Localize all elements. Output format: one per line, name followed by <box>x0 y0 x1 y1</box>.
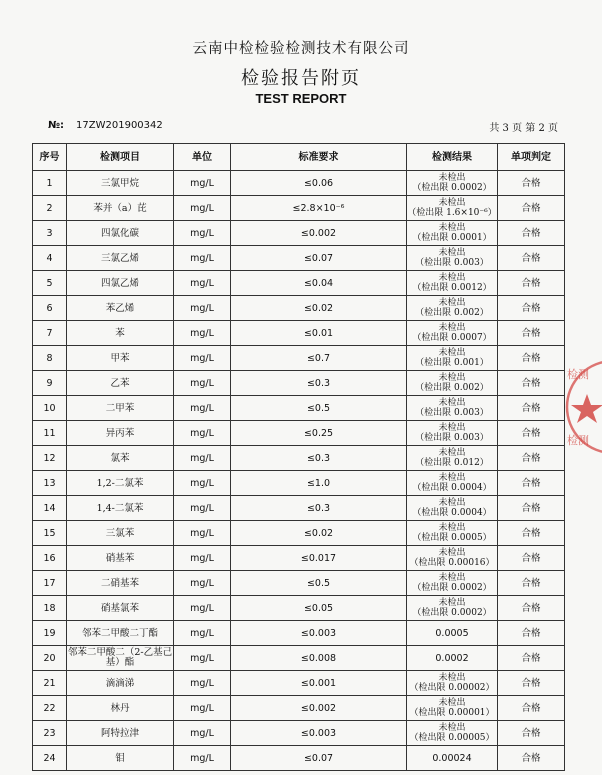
result-value: 未检出 <box>438 348 466 358</box>
cell-verdict: 合格 <box>498 521 565 546</box>
cell-standard: ≤0.06 <box>231 171 407 196</box>
cell-result <box>407 571 498 596</box>
table-row <box>33 496 565 521</box>
results-table <box>32 143 565 771</box>
table-row <box>33 446 565 471</box>
cell-standard: ≤0.7 <box>231 346 407 371</box>
table-row <box>33 296 565 321</box>
cell-result <box>407 296 498 321</box>
cell-item: 硝基苯 <box>67 546 174 571</box>
result-value: 未检出 <box>438 373 466 383</box>
cell-no: 16 <box>33 546 67 571</box>
cell-unit: mg/L <box>174 521 231 546</box>
company-name: 云南中检检验检测技术有限公司 <box>192 41 410 57</box>
report-number <box>48 120 163 131</box>
cell-unit: mg/L <box>174 271 231 296</box>
cell-result <box>407 396 498 421</box>
table-row <box>33 396 565 421</box>
result-value: 未检出 <box>438 398 466 408</box>
detection-limit: （检出限 0.003） <box>415 258 489 268</box>
cell-unit: mg/L <box>174 621 231 646</box>
cell-item: 阿特拉津 <box>67 721 174 746</box>
cell-unit: mg/L <box>174 396 231 421</box>
cell-result <box>407 271 498 296</box>
cell-no: 9 <box>33 371 67 396</box>
table-row <box>33 221 565 246</box>
cell-unit: mg/L <box>174 696 231 721</box>
cell-verdict: 合格 <box>498 446 565 471</box>
cell-item: 三氯乙烯 <box>67 246 174 271</box>
cell-standard: ≤0.07 <box>231 246 407 271</box>
cell-unit: mg/L <box>174 246 231 271</box>
table-row <box>33 696 565 721</box>
svg-text:检测: 检测 <box>567 368 589 381</box>
cell-standard: ≤0.3 <box>231 446 407 471</box>
col-header-result: 检测结果 <box>407 144 498 171</box>
cell-verdict: 合格 <box>498 721 565 746</box>
cell-standard: ≤0.002 <box>231 696 407 721</box>
cell-result <box>407 346 498 371</box>
cell-result <box>407 721 498 746</box>
result-value: 未检出 <box>438 173 466 183</box>
detection-limit: （检出限 0.012） <box>415 458 489 468</box>
cell-item: 钼 <box>67 746 174 771</box>
detection-limit: （检出限 0.0002） <box>412 183 492 193</box>
cell-standard: ≤0.02 <box>231 296 407 321</box>
cell-result <box>407 671 498 696</box>
table-row <box>33 196 565 221</box>
result-value: 未检出 <box>438 423 466 433</box>
cell-unit: mg/L <box>174 296 231 321</box>
cell-no: 18 <box>33 596 67 621</box>
cell-verdict: 合格 <box>498 246 565 271</box>
cell-unit: mg/L <box>174 471 231 496</box>
cell-item: 氯苯 <box>67 446 174 471</box>
col-header-standard: 标准要求 <box>231 144 407 171</box>
cell-verdict: 合格 <box>498 396 565 421</box>
detection-limit: （检出限 0.0004） <box>412 483 492 493</box>
report-number-value: 17ZW201900342 <box>76 120 163 131</box>
detection-limit: （检出限 0.0007） <box>412 333 492 343</box>
detection-limit: （检出限 0.002） <box>415 383 489 393</box>
cell-unit: mg/L <box>174 496 231 521</box>
cell-item: 异丙苯 <box>67 421 174 446</box>
cell-no: 15 <box>33 521 67 546</box>
table-row <box>33 546 565 571</box>
cell-item: 1,2-二氯苯 <box>67 471 174 496</box>
cell-standard: ≤0.25 <box>231 421 407 446</box>
cell-result <box>407 696 498 721</box>
cell-verdict: 合格 <box>498 296 565 321</box>
cell-verdict: 合格 <box>498 371 565 396</box>
table-row <box>33 271 565 296</box>
cell-item: 林丹 <box>67 696 174 721</box>
cell-verdict: 合格 <box>498 571 565 596</box>
table-row <box>33 346 565 371</box>
cell-standard: ≤0.008 <box>231 646 407 671</box>
cell-no: 5 <box>33 271 67 296</box>
cell-no: 10 <box>33 396 67 421</box>
cell-verdict: 合格 <box>498 596 565 621</box>
result-value: 未检出 <box>438 248 466 258</box>
cell-no: 12 <box>33 446 67 471</box>
cell-no: 1 <box>33 171 67 196</box>
cell-no: 3 <box>33 221 67 246</box>
page-info: 共 3 页 第 2 页 <box>489 123 558 134</box>
cell-no: 2 <box>33 196 67 221</box>
cell-verdict: 合格 <box>498 221 565 246</box>
cell-unit: mg/L <box>174 721 231 746</box>
cell-item: 乙苯 <box>67 371 174 396</box>
cell-item: 甲苯 <box>67 346 174 371</box>
cell-item: 四氯乙烯 <box>67 271 174 296</box>
cell-no: 21 <box>33 671 67 696</box>
col-header-item: 检测项目 <box>67 144 174 171</box>
cell-result <box>407 321 498 346</box>
cell-result <box>407 646 498 671</box>
cell-result <box>407 521 498 546</box>
detection-limit: （检出限 0.001） <box>415 358 489 368</box>
result-value: 未检出 <box>438 323 466 333</box>
cell-unit: mg/L <box>174 596 231 621</box>
cell-no: 19 <box>33 621 67 646</box>
cell-unit: mg/L <box>174 196 231 221</box>
table-row <box>33 471 565 496</box>
result-value: 未检出 <box>438 473 466 483</box>
cell-item: 三氯苯 <box>67 521 174 546</box>
detection-limit: （检出限 0.00001） <box>409 708 495 718</box>
cell-item: 硝基氯苯 <box>67 596 174 621</box>
cell-standard: ≤0.04 <box>231 271 407 296</box>
result-value: 未检出 <box>438 673 466 683</box>
report-title: 检验报告附页 <box>241 68 361 89</box>
detection-limit: （检出限 0.00016） <box>409 558 495 568</box>
cell-unit: mg/L <box>174 371 231 396</box>
cell-item: 滴滴涕 <box>67 671 174 696</box>
detection-limit: （检出限 0.0005） <box>412 533 492 543</box>
result-value: 0.0005 <box>435 627 469 639</box>
result-value: 未检出 <box>438 523 466 533</box>
detection-limit: （检出限 1.6×10⁻⁶） <box>407 208 497 218</box>
cell-item: 苯乙烯 <box>67 296 174 321</box>
cell-standard: ≤0.07 <box>231 746 407 771</box>
cell-result <box>407 421 498 446</box>
table-header-row <box>33 144 565 171</box>
cell-unit: mg/L <box>174 571 231 596</box>
red-seal-stamp <box>565 352 602 462</box>
cell-standard: ≤0.05 <box>231 596 407 621</box>
cell-result <box>407 221 498 246</box>
detection-limit: （检出限 0.0002） <box>412 608 492 618</box>
detection-limit: （检出限 0.00002） <box>409 683 495 693</box>
cell-verdict: 合格 <box>498 496 565 521</box>
result-value: 0.0002 <box>435 652 469 664</box>
cell-item: 邻苯二甲酸二丁酯 <box>67 621 174 646</box>
detection-limit: （检出限 0.00005） <box>409 733 495 743</box>
result-value: 未检出 <box>438 298 466 308</box>
detection-limit: （检出限 0.0012） <box>412 283 492 293</box>
cell-no: 17 <box>33 571 67 596</box>
table-row <box>33 596 565 621</box>
cell-item: 三氯甲烷 <box>67 171 174 196</box>
table-row <box>33 521 565 546</box>
result-value: 未检出 <box>438 198 466 208</box>
cell-no: 24 <box>33 746 67 771</box>
cell-unit: mg/L <box>174 171 231 196</box>
col-header-verdict: 单项判定 <box>498 144 565 171</box>
result-value: 未检出 <box>438 573 466 583</box>
cell-verdict: 合格 <box>498 746 565 771</box>
cell-item: 邻苯二甲酸二（2-乙基己基）酯 <box>67 646 174 671</box>
cell-item: 苯 <box>67 321 174 346</box>
cell-standard: ≤0.017 <box>231 546 407 571</box>
result-value: 0.00024 <box>432 752 472 764</box>
cell-standard: ≤0.001 <box>231 671 407 696</box>
cell-standard: ≤0.003 <box>231 721 407 746</box>
cell-verdict: 合格 <box>498 196 565 221</box>
cell-unit: mg/L <box>174 321 231 346</box>
cell-unit: mg/L <box>174 346 231 371</box>
cell-item: 二甲苯 <box>67 396 174 421</box>
cell-standard: ≤2.8×10⁻⁶ <box>231 196 407 221</box>
table-row <box>33 646 565 671</box>
table-row <box>33 621 565 646</box>
cell-standard: ≤1.0 <box>231 471 407 496</box>
detection-limit: （检出限 0.002） <box>415 308 489 318</box>
cell-no: 22 <box>33 696 67 721</box>
cell-result <box>407 746 498 771</box>
cell-no: 14 <box>33 496 67 521</box>
cell-no: 20 <box>33 646 67 671</box>
result-value: 未检出 <box>438 723 466 733</box>
cell-unit: mg/L <box>174 421 231 446</box>
cell-result <box>407 196 498 221</box>
cell-verdict: 合格 <box>498 621 565 646</box>
cell-standard: ≤0.5 <box>231 396 407 421</box>
cell-item: 四氯化碳 <box>67 221 174 246</box>
cell-standard: ≤0.01 <box>231 321 407 346</box>
cell-item: 1,4-二氯苯 <box>67 496 174 521</box>
detection-limit: （检出限 0.0004） <box>412 508 492 518</box>
cell-result <box>407 621 498 646</box>
cell-result <box>407 246 498 271</box>
cell-verdict: 合格 <box>498 546 565 571</box>
col-header-no: 序号 <box>33 144 67 171</box>
svg-text:检测: 检测 <box>567 434 589 447</box>
cell-verdict: 合格 <box>498 471 565 496</box>
detection-limit: （检出限 0.0002） <box>412 583 492 593</box>
table-row <box>33 421 565 446</box>
table-row <box>33 721 565 746</box>
cell-unit: mg/L <box>174 546 231 571</box>
report-subtitle: TEST REPORT <box>255 91 347 106</box>
table-row <box>33 371 565 396</box>
result-value: 未检出 <box>438 448 466 458</box>
cell-no: 7 <box>33 321 67 346</box>
cell-result <box>407 596 498 621</box>
detection-limit: （检出限 0.003） <box>415 408 489 418</box>
cell-no: 13 <box>33 471 67 496</box>
cell-verdict: 合格 <box>498 646 565 671</box>
cell-unit: mg/L <box>174 446 231 471</box>
cell-verdict: 合格 <box>498 346 565 371</box>
cell-unit: mg/L <box>174 671 231 696</box>
table-row <box>33 246 565 271</box>
result-value: 未检出 <box>438 273 466 283</box>
result-value: 未检出 <box>438 498 466 508</box>
cell-verdict: 合格 <box>498 696 565 721</box>
detection-limit: （检出限 0.003） <box>415 433 489 443</box>
result-value: 未检出 <box>438 698 466 708</box>
cell-result <box>407 171 498 196</box>
cell-verdict: 合格 <box>498 271 565 296</box>
table-row <box>33 671 565 696</box>
cell-no: 11 <box>33 421 67 446</box>
cell-no: 23 <box>33 721 67 746</box>
cell-unit: mg/L <box>174 746 231 771</box>
detection-limit: （检出限 0.0001） <box>412 233 492 243</box>
cell-verdict: 合格 <box>498 671 565 696</box>
cell-result <box>407 546 498 571</box>
cell-result <box>407 471 498 496</box>
cell-result <box>407 446 498 471</box>
cell-standard: ≤0.3 <box>231 371 407 396</box>
col-header-unit: 单位 <box>174 144 231 171</box>
table-row <box>33 321 565 346</box>
report-number-label: №: <box>48 120 65 131</box>
cell-verdict: 合格 <box>498 321 565 346</box>
cell-standard: ≤0.3 <box>231 496 407 521</box>
table-row <box>33 171 565 196</box>
result-value: 未检出 <box>438 223 466 233</box>
cell-no: 8 <box>33 346 67 371</box>
cell-item: 苯并（a）芘 <box>67 196 174 221</box>
table-row <box>33 746 565 771</box>
cell-unit: mg/L <box>174 646 231 671</box>
cell-no: 4 <box>33 246 67 271</box>
table-row <box>33 571 565 596</box>
result-value: 未检出 <box>438 548 466 558</box>
cell-standard: ≤0.02 <box>231 521 407 546</box>
cell-no: 6 <box>33 296 67 321</box>
cell-standard: ≤0.002 <box>231 221 407 246</box>
result-value: 未检出 <box>438 598 466 608</box>
cell-standard: ≤0.5 <box>231 571 407 596</box>
cell-result <box>407 371 498 396</box>
cell-unit: mg/L <box>174 221 231 246</box>
cell-standard: ≤0.003 <box>231 621 407 646</box>
cell-result <box>407 496 498 521</box>
cell-verdict: 合格 <box>498 171 565 196</box>
cell-verdict: 合格 <box>498 421 565 446</box>
cell-item: 二硝基苯 <box>67 571 174 596</box>
